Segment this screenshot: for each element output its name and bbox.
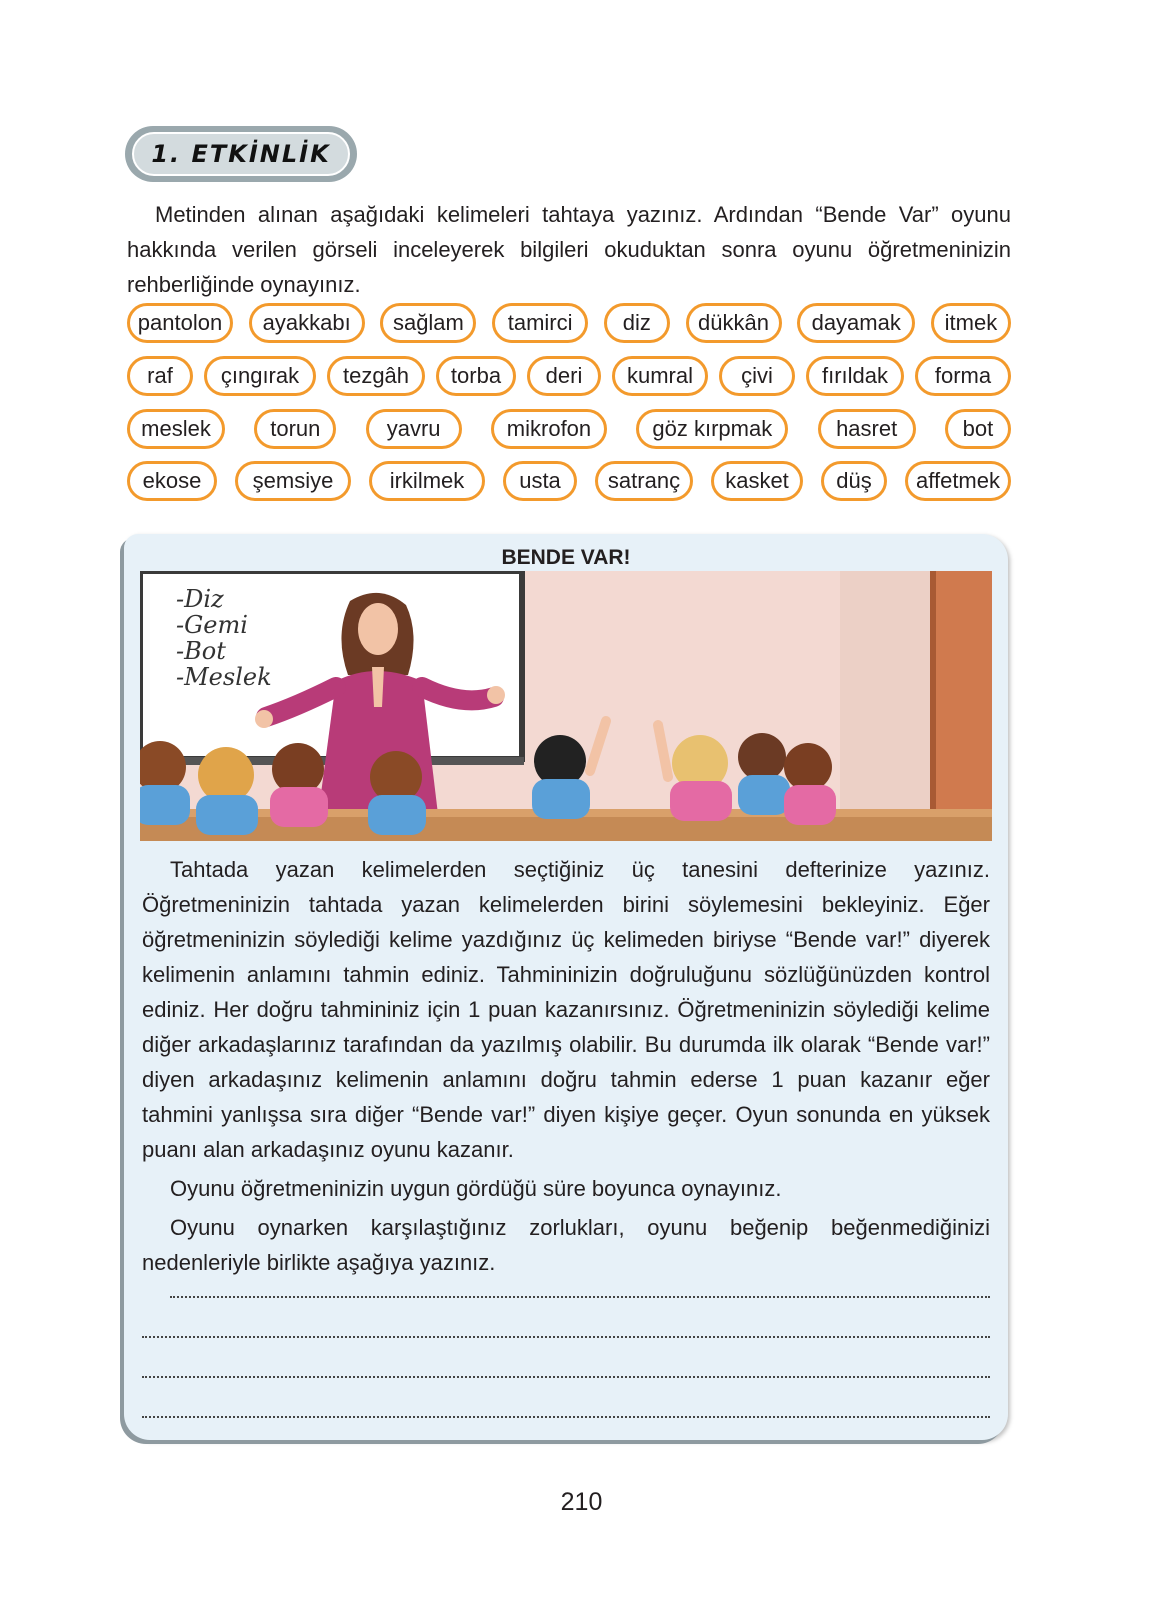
answer-line[interactable] bbox=[170, 1294, 990, 1298]
word-chip: düş bbox=[821, 461, 887, 501]
word-chip: ayakkabı bbox=[249, 303, 365, 343]
word-chip: bot bbox=[945, 409, 1011, 449]
word-row-4 bbox=[127, 461, 1011, 501]
word-chip: dükkân bbox=[686, 303, 782, 343]
word-chip: mikrofon bbox=[491, 409, 607, 449]
word-row-2 bbox=[127, 356, 1011, 396]
board-word: -Gemi bbox=[176, 611, 248, 639]
intro-text bbox=[127, 197, 1011, 302]
instruction-paragraph: Tahtada yazan kelimelerden seçtiğiniz üç tanesini defterinize yazınız. Öğretmeninizin tahtada yazan kelimelerden birini söylemesini bekleyiniz. Eğer öğretmeninizin söylediği kelime yazdığınız üç kelimeden biriyse “Bende var!” diyerek kelimenin anlamını tahmin ediniz. Tahmininizin doğruluğunu sözlüğünüzden kontrol ediniz. Her doğru tahmininiz için 1 puan kazanırsınız. Öğretmeninizin söylediği kelime diğer arkadaşlarınız tarafından da yazılmış olabilir. Bu durumda ilk olarak “Bende var!” diyen arkadaşınız kelimenin anlamını doğru tahmin ederse 1 puan kazanır eğer tahmini yanlışsa sıra diğer “Bende var!” diyen kişiye geçer. Oyun sonunda en yüksek puanı alan arkadaşınız oyunu kazanır. bbox=[142, 857, 990, 1162]
word-chip: deri bbox=[527, 356, 601, 396]
activity-badge bbox=[125, 126, 357, 182]
word-row-3 bbox=[127, 409, 1011, 449]
word-chip: satranç bbox=[595, 461, 693, 501]
classroom-illustration bbox=[140, 571, 992, 841]
word-chip: kumral bbox=[612, 356, 708, 396]
word-chip: şemsiye bbox=[235, 461, 351, 501]
word-chip: sağlam bbox=[380, 303, 476, 343]
page-number: 210 bbox=[560, 1488, 603, 1516]
word-chip: torba bbox=[436, 356, 516, 396]
word-chip: çivi bbox=[719, 356, 795, 396]
word-chip: diz bbox=[604, 303, 670, 343]
word-chip: pantolon bbox=[127, 303, 233, 343]
word-chip: itmek bbox=[931, 303, 1011, 343]
intro-paragraph: Metinden alınan aşağıdaki kelimeleri tahtaya yazınız. Ardından “Bende Var” oyunu hakkında verilen görseli inceleyerek bilgileri okuduktan sonra oyunu öğretmeninizin rehberliğinde oynayınız. bbox=[127, 202, 1011, 297]
game-panel bbox=[124, 534, 1008, 1440]
game-title: BENDE VAR! bbox=[501, 546, 631, 569]
word-row-1 bbox=[127, 303, 1011, 343]
word-chip: fırıldak bbox=[806, 356, 904, 396]
word-chip: yavru bbox=[366, 409, 462, 449]
word-chip: dayamak bbox=[797, 303, 915, 343]
word-chip: çıngırak bbox=[204, 356, 316, 396]
board-word: -Bot bbox=[176, 637, 226, 665]
word-chip: affetmek bbox=[905, 461, 1011, 501]
instruction-paragraph: Oyunu öğretmeninizin uygun gördüğü süre boyunca oynayınız. bbox=[170, 1176, 782, 1201]
word-chip: tezgâh bbox=[327, 356, 425, 396]
board-word: -Meslek bbox=[176, 663, 272, 691]
answer-line[interactable] bbox=[142, 1414, 990, 1418]
board-word: -Diz bbox=[176, 585, 224, 613]
activity-title: 1. ETKİNLİK bbox=[151, 140, 331, 168]
word-chip: meslek bbox=[127, 409, 225, 449]
classroom-svg bbox=[140, 571, 992, 841]
instruction-paragraph: Oyunu oynarken karşılaştığınız zorlukları, oyunu beğenip beğenmediğinizi nedenleriyle birlikte aşağıya yazınız. bbox=[142, 1215, 990, 1275]
word-chip: torun bbox=[254, 409, 336, 449]
activity-badge-inner bbox=[132, 132, 350, 176]
word-chip: tamirci bbox=[492, 303, 588, 343]
word-chip: ekose bbox=[127, 461, 217, 501]
word-chip: hasret bbox=[818, 409, 916, 449]
word-chip: irkilmek bbox=[369, 461, 485, 501]
word-chip: forma bbox=[915, 356, 1011, 396]
word-chip: usta bbox=[503, 461, 577, 501]
word-chip: raf bbox=[127, 356, 193, 396]
word-chip: göz kırpmak bbox=[636, 409, 788, 449]
answer-line[interactable] bbox=[142, 1334, 990, 1338]
word-chip: kasket bbox=[711, 461, 803, 501]
answer-line[interactable] bbox=[142, 1374, 990, 1378]
game-instructions bbox=[142, 852, 990, 1284]
